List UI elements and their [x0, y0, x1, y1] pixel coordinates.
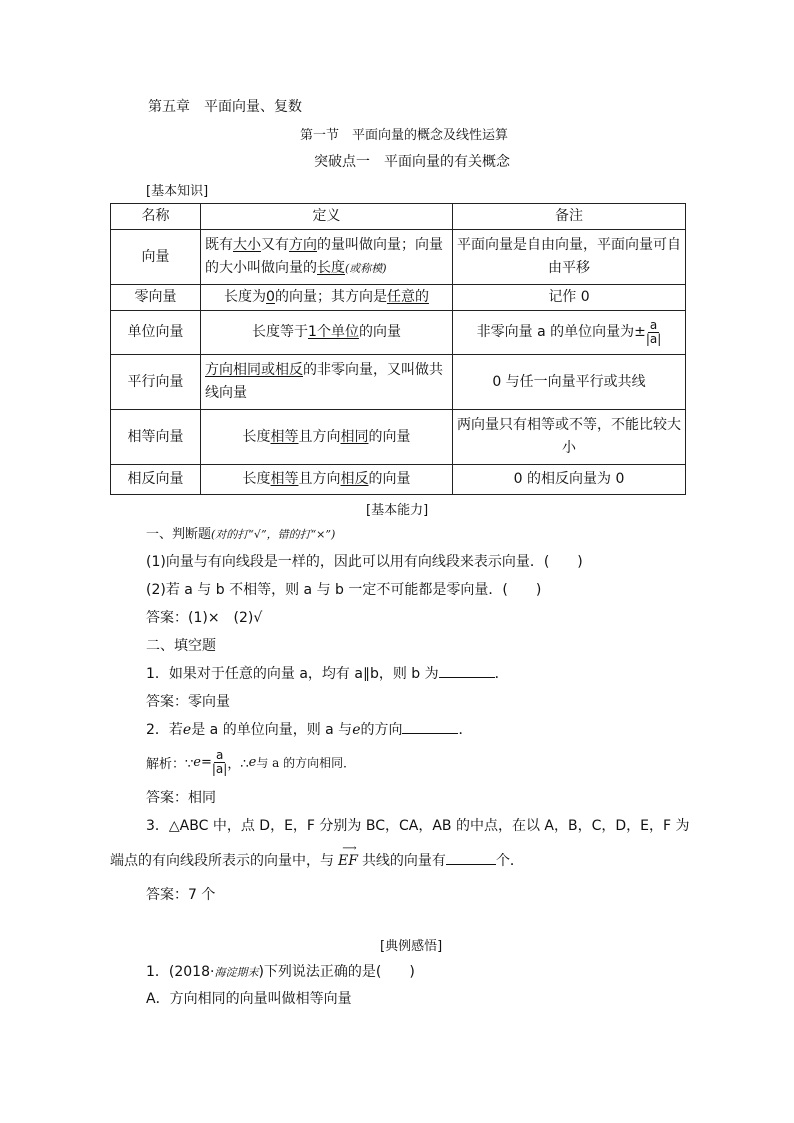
unit-vector-symbol: e: [352, 722, 361, 738]
def-text: 长度: [242, 471, 271, 487]
def-underline: 0: [266, 289, 275, 305]
def-underline: 方向相同或相反: [205, 362, 303, 378]
row-definition: [201, 285, 453, 311]
fill-question-3-line-2: [110, 843, 524, 870]
fraction-numerator: a: [215, 747, 224, 762]
def-text: 的向量: [368, 428, 411, 445]
def-text: 的非零向量，又叫做共线向量: [205, 362, 443, 401]
row-definition: [201, 311, 453, 355]
fraction-denominator: |a|: [645, 332, 662, 346]
vector-ef: [338, 843, 358, 869]
question-text: 1．如果对于任意的向量 a，均有 a∥b，则 b 为: [146, 666, 439, 682]
def-note: (或称模): [345, 262, 387, 275]
question-text: )下列说法正确的是( ): [258, 964, 415, 980]
judge-heading: [146, 523, 335, 542]
def-underline: 长度: [317, 260, 345, 276]
question-text: 2．若: [146, 722, 183, 738]
row-name: 零向量: [111, 285, 201, 311]
point-title: 突破点一 平面向量的有关概念: [314, 154, 510, 170]
basic-knowledge-label: [基本知识]: [146, 184, 209, 199]
row-name: 相等向量: [111, 410, 201, 465]
question-text: 的方向: [360, 722, 403, 738]
question-end: ．: [458, 722, 473, 738]
def-underline: 相等: [270, 471, 299, 487]
def-text: 既有: [205, 237, 233, 253]
row-definition: [201, 465, 453, 495]
question-text: 端点的有向线段所表示的向量中，与: [110, 853, 334, 869]
table-row: [111, 230, 686, 285]
row-remark: 0 的相反向量为 0: [453, 465, 686, 495]
question-source: 海淀期末: [214, 966, 259, 979]
def-underline: 大小: [233, 237, 261, 253]
def-text: 又有: [261, 237, 289, 253]
def-text: 长度: [242, 428, 271, 445]
fill-question-3-line-1: 3．△ABC 中，点 D，E，F 分别为 BC，CA，AB 的中点，在以 A，B，C，D，E，F 为: [146, 818, 690, 834]
row-remark: 0 与任一向量平行或共线: [453, 355, 686, 410]
def-text: 长度等于: [252, 324, 309, 340]
table-row: [111, 410, 686, 465]
question-end: ．: [494, 666, 509, 682]
def-underline: 相反: [340, 471, 369, 487]
analysis-text: 与 a 的方向相同．: [256, 755, 356, 770]
judge-answer: 答案：(1)× (2)√: [146, 610, 263, 626]
question-text: 是 a 的单位向量，则 a 与: [191, 722, 353, 738]
table-row: [111, 311, 686, 355]
row-remark: 两向量只有相等或不等，不能比较大小: [453, 410, 686, 465]
table-row: [111, 285, 686, 311]
vector-label: EF: [338, 853, 358, 869]
analysis-fraction: [212, 749, 227, 775]
analysis-text: ，∴: [227, 756, 249, 772]
row-remark: [453, 311, 686, 355]
remark-text: 非零向量 a 的单位向量为±: [476, 324, 646, 341]
fraction-denominator: |a|: [211, 761, 228, 776]
answer-blank: [446, 850, 496, 865]
row-name: 平行向量: [111, 355, 201, 410]
examples-label: [典例感悟]: [380, 939, 443, 954]
answer-blank: [402, 719, 458, 734]
unit-vector-fraction: [646, 319, 661, 345]
vector-arrow-icon: ⟶: [342, 843, 356, 854]
def-text: 的向量；其方向是: [274, 289, 387, 305]
example-option-a: A．方向相同的向量叫做相等向量: [146, 991, 352, 1007]
fill-answer-2: 答案：相同: [146, 790, 216, 806]
row-remark: 平面向量是自由向量，平面向量可自由平移: [453, 230, 686, 285]
def-underline: 1个单位: [308, 324, 359, 340]
fill-heading: 二、填空题: [146, 638, 216, 654]
def-underline: 方向: [289, 237, 317, 253]
unit-vector-symbol: e: [248, 754, 257, 770]
row-name: 相反向量: [111, 465, 201, 495]
row-name: 向量: [111, 230, 201, 285]
def-underline: 任意的: [386, 289, 429, 305]
unit-vector-symbol: e: [182, 722, 192, 738]
header-definition: 定义: [201, 204, 453, 230]
fill-question-1: [146, 663, 509, 683]
def-underline: 相等: [270, 428, 299, 445]
def-text: 长度为: [224, 289, 267, 305]
def-text: 的量叫做向量；向量的大小叫做向量的: [205, 237, 443, 276]
header-name: 名称: [111, 204, 201, 230]
row-name: 单位向量: [111, 311, 201, 355]
fill-question-2: [146, 719, 472, 739]
chapter-title: 第五章 平面向量、复数: [148, 99, 302, 115]
question-text: 共线的向量有: [361, 853, 446, 869]
question-end: 个．: [495, 853, 524, 869]
judge-heading-note: (对的打“√”，错的打“×”): [211, 528, 336, 541]
equals-sign: =: [200, 754, 212, 770]
table-row: [111, 355, 686, 410]
def-text: 且方向: [298, 428, 341, 445]
def-underline: 相同: [340, 428, 369, 445]
section-title: 第一节 平面向量的概念及线性运算: [300, 128, 509, 143]
header-remark: 备注: [453, 204, 686, 230]
row-definition: [201, 230, 453, 285]
example-question-1: [146, 961, 415, 981]
judge-question-2: (2)若 a 与 b 不相等，则 a 与 b 一定不可能都是零向量．( ): [146, 582, 542, 598]
row-definition: [201, 355, 453, 410]
question-text: 1．(2018·: [146, 964, 215, 980]
fill-answer-1: 答案：零向量: [146, 694, 230, 710]
answer-blank: [439, 663, 495, 678]
fill-answer-3: 答案：7 个: [146, 887, 216, 903]
def-text: 且方向: [298, 471, 341, 487]
table-header-row: [111, 204, 686, 230]
def-text: 的向量: [368, 471, 411, 487]
def-text: 的向量: [358, 324, 401, 340]
judge-heading-text: 一、判断题: [146, 527, 212, 542]
fraction-numerator: a: [649, 318, 658, 333]
row-definition: [201, 410, 453, 465]
table-row: [111, 465, 686, 495]
unit-vector-symbol: e: [193, 754, 201, 770]
basic-ability-label: [基本能力]: [366, 503, 429, 518]
fill-analysis-2: [146, 744, 355, 780]
analysis-label: 解析：∵: [146, 756, 194, 772]
concepts-table: [110, 203, 686, 495]
judge-question-1: (1)向量与有向线段是一样的，因此可以用有向线段来表示向量．( ): [146, 554, 583, 570]
row-remark: 记作 0: [453, 285, 686, 311]
